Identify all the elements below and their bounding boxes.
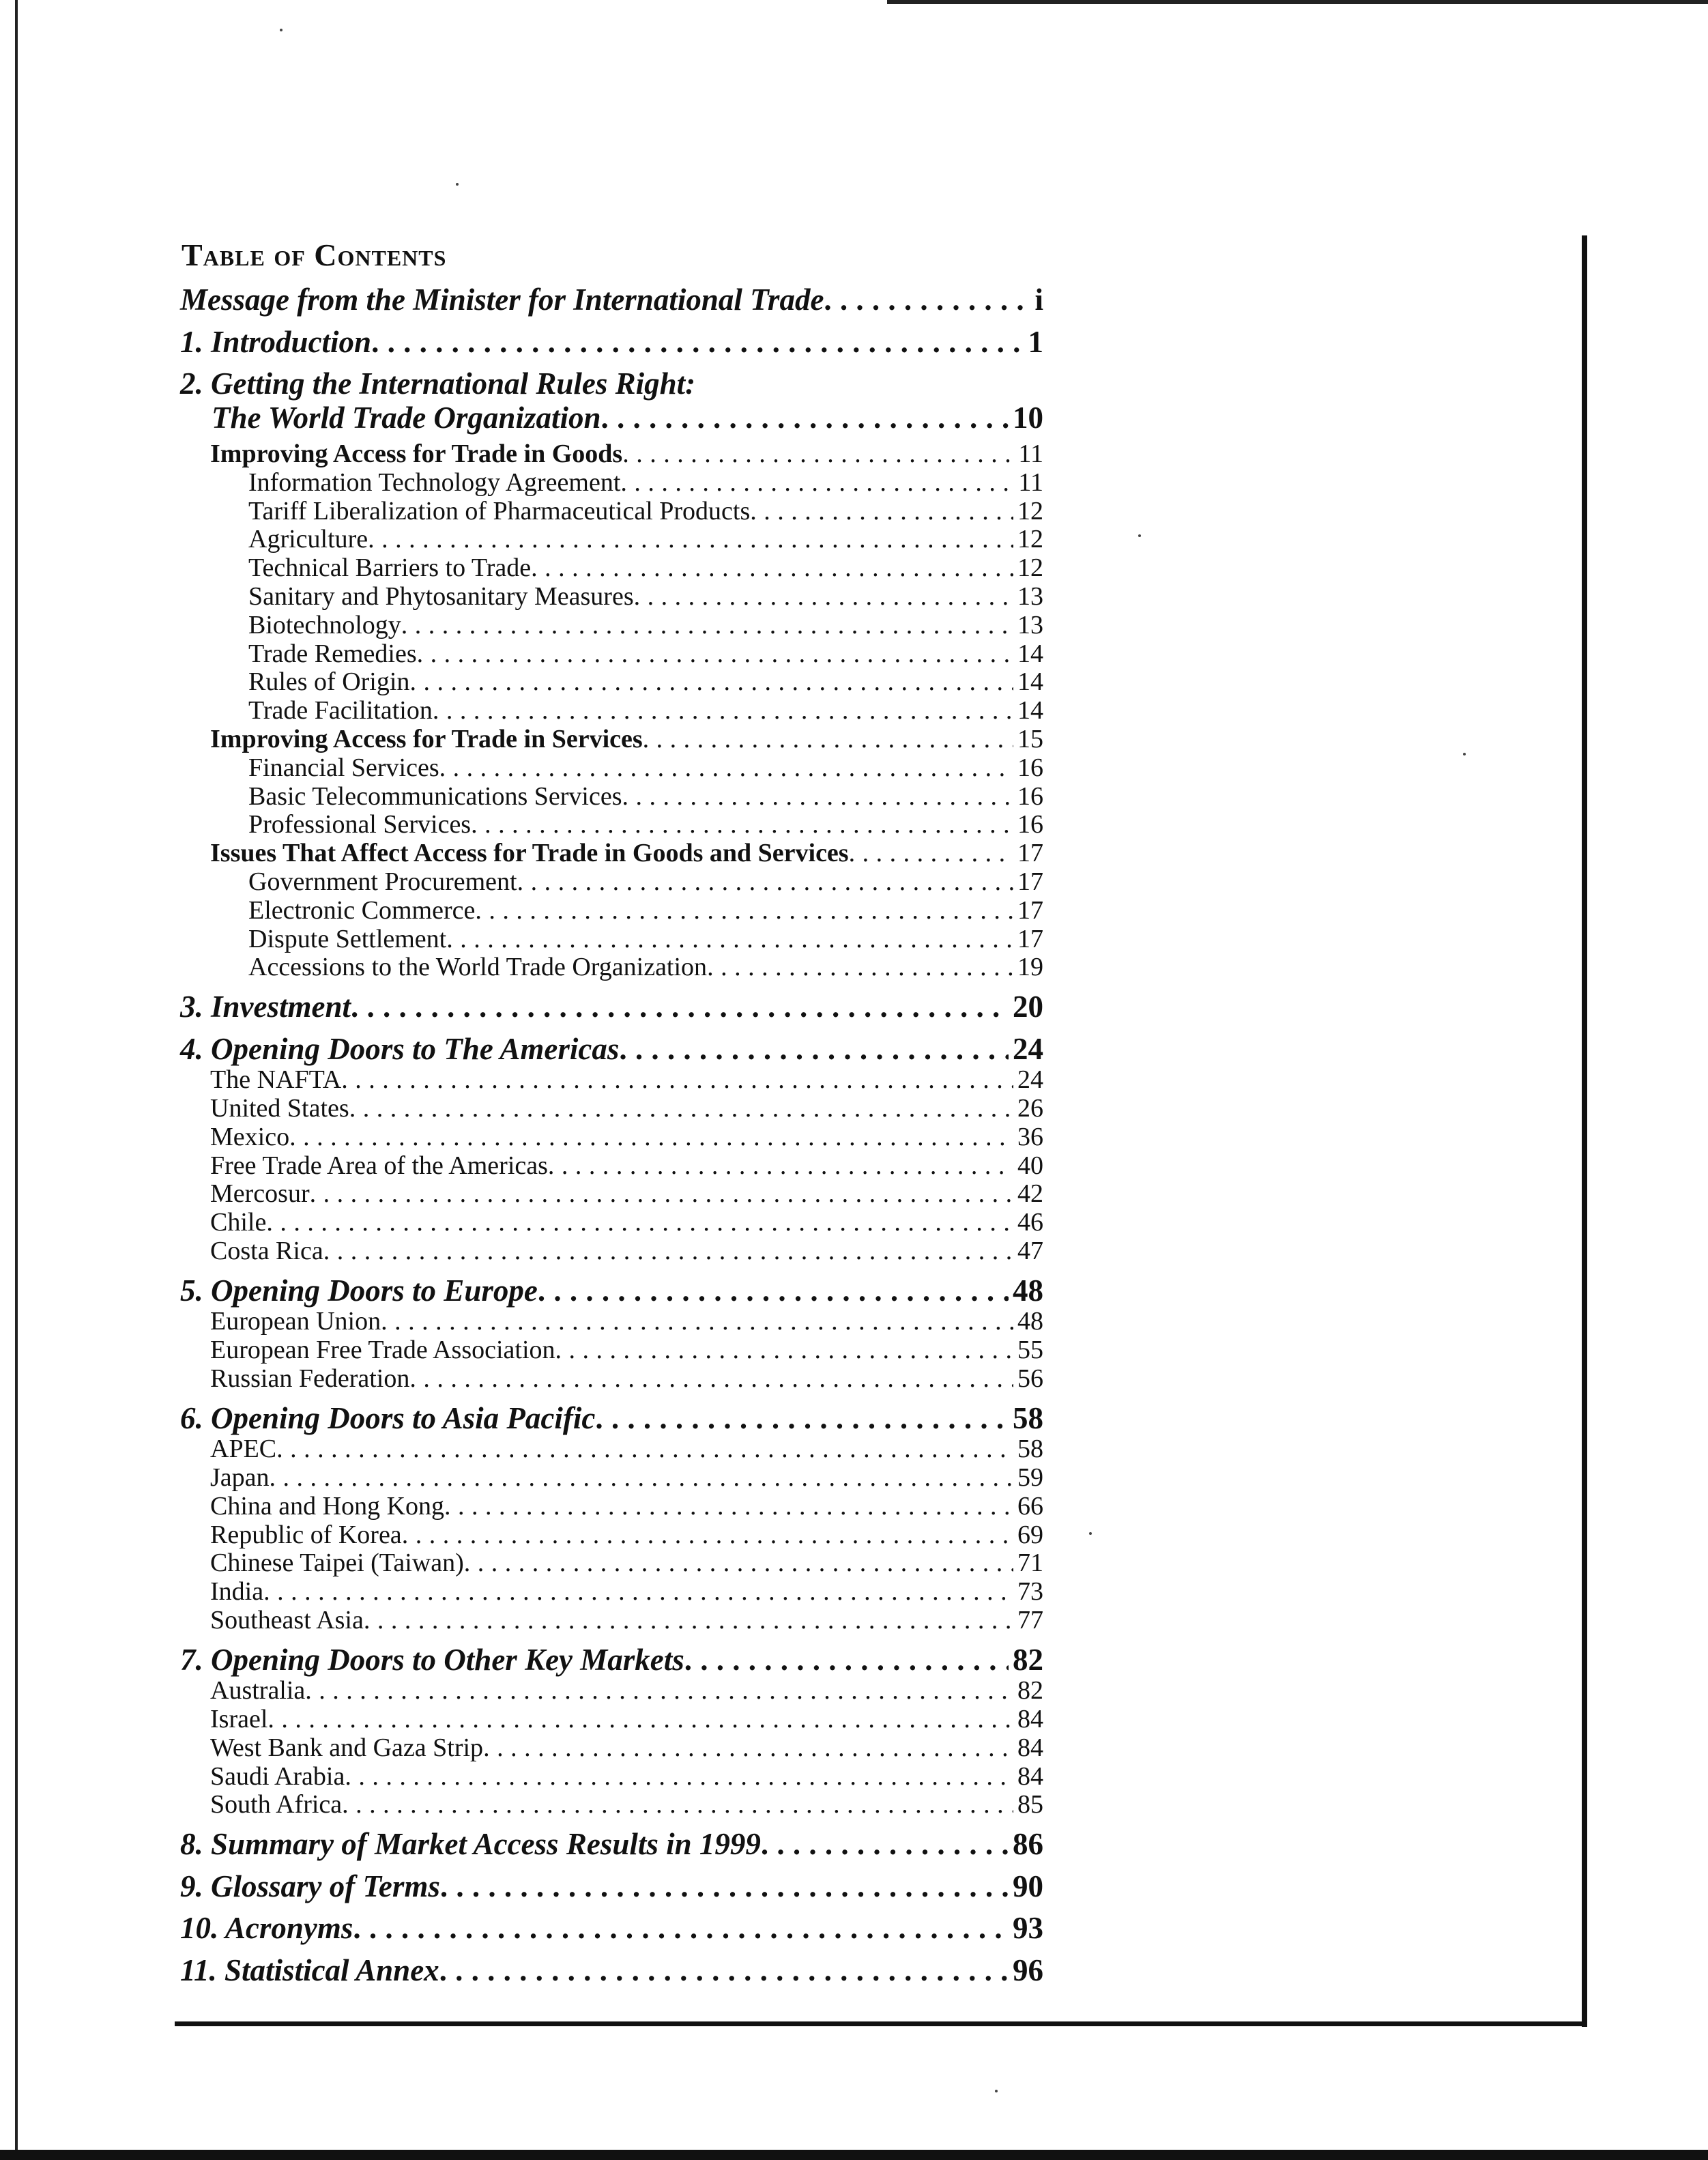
toc-entry-united-states[interactable] (180, 1095, 1043, 1123)
dot-leader (342, 1791, 1013, 1819)
toc-entry-page: 17 (1017, 839, 1043, 868)
toc-entry-label: Sanitary and Phytosanitary Measures (248, 581, 634, 611)
toc-entry-page: 13 (1017, 581, 1043, 611)
toc-entry-page: 73 (1017, 1577, 1043, 1607)
dot-leader (824, 283, 1030, 317)
toc-entry-nafta[interactable] (180, 1066, 1043, 1095)
toc-entry-label: Issues That Affect Access for Trade in Goods and Services (210, 839, 849, 868)
toc-entry-financial-services[interactable] (180, 754, 1043, 783)
toc-entry-japan[interactable] (180, 1464, 1043, 1493)
toc-entry-label: Russian Federation (210, 1364, 410, 1393)
toc-entry-label: 5. Opening Doors to Europe (180, 1273, 538, 1308)
dot-leader (643, 725, 1013, 754)
toc-entry-telecommunications[interactable] (180, 783, 1043, 811)
toc-entry-apec[interactable] (180, 1435, 1043, 1464)
toc-entry-page: 77 (1017, 1605, 1043, 1635)
dot-leader (517, 868, 1013, 897)
dot-leader (351, 990, 1009, 1024)
toc-entry-label: European Free Trade Association (210, 1336, 555, 1365)
dot-leader (531, 554, 1013, 583)
dot-leader (368, 525, 1013, 554)
dot-leader (276, 1435, 1013, 1464)
toc-entry-label: Professional Services (248, 810, 472, 839)
toc-entry-professional-services[interactable] (180, 811, 1043, 839)
toc-entry-page: 1 (1028, 324, 1043, 359)
toc-entry-label: Chile (210, 1208, 267, 1237)
toc-entry-page: 10 (1013, 400, 1043, 435)
toc-entry-label: Electronic Commerce (248, 895, 476, 925)
dot-leader (364, 1607, 1013, 1635)
toc-entry-label: Mexico (210, 1122, 290, 1151)
toc-entry-introduction[interactable] (180, 326, 1043, 360)
toc-entry-ftaa[interactable] (180, 1152, 1043, 1181)
toc-entry-label: 3. Investment (180, 990, 351, 1024)
toc-entry-india[interactable] (180, 1578, 1043, 1607)
dot-leader (267, 1705, 1013, 1734)
toc-entry-page: 90 (1013, 1869, 1043, 1903)
dot-leader (750, 498, 1013, 526)
toc-entry-page: 17 (1017, 895, 1043, 925)
toc-entry-page: 11 (1018, 440, 1043, 468)
toc-entry-page: 42 (1017, 1179, 1043, 1209)
dot-leader (310, 1180, 1013, 1209)
toc-entry-page: 55 (1017, 1336, 1043, 1365)
toc-entry-page: 85 (1017, 1790, 1043, 1819)
dot-leader (409, 1365, 1013, 1394)
toc-entry-label: 8. Summary of Market Access Results in 1999 (180, 1827, 761, 1862)
toc-entry-page: 58 (1013, 1400, 1043, 1435)
toc-entry-page: 17 (1017, 867, 1043, 896)
dot-leader (471, 811, 1013, 839)
toc-entry-americas[interactable] (180, 1033, 1043, 1067)
toc-entry-biotechnology[interactable] (180, 611, 1043, 640)
toc-entry-agriculture[interactable] (180, 525, 1043, 554)
frame-rule-right (1582, 235, 1587, 2027)
toc-entry-label: 1. Introduction (180, 324, 372, 359)
dot-leader (266, 1209, 1013, 1237)
table-of-contents (180, 283, 1043, 1987)
toc-entry-page: 11 (1018, 467, 1043, 497)
dot-leader (345, 1763, 1013, 1791)
toc-entry-page: 12 (1017, 496, 1043, 525)
scan-speck (1138, 534, 1141, 537)
toc-entry-label: Trade Remedies (248, 639, 417, 668)
dot-leader (475, 897, 1013, 925)
toc-entry-mercosur[interactable] (180, 1180, 1043, 1209)
toc-entry-label: Basic Telecommunications Services (248, 781, 622, 811)
toc-entry-page: 58 (1017, 1435, 1043, 1464)
toc-entry-page: 69 (1017, 1520, 1043, 1549)
toc-entry-rules-of-origin[interactable] (180, 668, 1043, 697)
toc-entry-chile[interactable] (180, 1209, 1043, 1237)
toc-entry-label: Southeast Asia (210, 1605, 364, 1635)
dot-leader (555, 1336, 1013, 1365)
toc-entry-page: 14 (1017, 667, 1043, 697)
frame-rule-bottom (175, 2021, 1587, 2026)
toc-entry-label: United States (210, 1093, 349, 1123)
toc-entry-trade-in-goods[interactable] (180, 440, 1043, 469)
dot-leader (440, 1870, 1009, 1904)
toc-entry-saudi-arabia[interactable] (180, 1763, 1043, 1791)
toc-entry-label: Improving Access for Trade in Goods (210, 440, 623, 468)
toc-entry-south-africa[interactable] (180, 1791, 1043, 1819)
toc-entry-label: 11. Statistical Annex (180, 1953, 439, 1987)
toc-entry-mexico[interactable] (180, 1123, 1043, 1152)
scan-speck (280, 29, 283, 31)
dot-leader (446, 925, 1013, 954)
toc-entry-page: 82 (1017, 1676, 1043, 1705)
toc-entry-israel[interactable] (180, 1705, 1043, 1734)
dot-leader (323, 1237, 1013, 1266)
dot-leader (548, 1152, 1013, 1181)
toc-entry-acronyms[interactable] (180, 1912, 1043, 1946)
dot-leader (538, 1274, 1009, 1308)
scan-speck (995, 2090, 998, 2092)
toc-entry-label: 6. Opening Doors to Asia Pacific (180, 1400, 596, 1435)
dot-leader (849, 839, 1013, 868)
toc-entry-label: Agriculture (248, 525, 368, 554)
toc-entry-page: 86 (1013, 1827, 1043, 1862)
dot-leader (761, 1828, 1009, 1862)
toc-entry-market-access-summary[interactable] (180, 1828, 1043, 1862)
toc-entry-label: Israel (210, 1704, 268, 1733)
dot-leader (483, 1734, 1013, 1763)
toc-entry-government-procurement[interactable] (180, 868, 1043, 897)
toc-entry-goods-and-services-issues[interactable] (180, 839, 1043, 868)
dot-leader (622, 783, 1014, 811)
dot-leader (439, 1954, 1009, 1988)
toc-entry-page: 14 (1017, 639, 1043, 668)
toc-entry-page: 84 (1017, 1704, 1043, 1733)
toc-entry-page: 17 (1017, 924, 1043, 953)
toc-entry-efta[interactable] (180, 1336, 1043, 1365)
dot-leader (263, 1578, 1013, 1607)
toc-entry-label: Information Technology Agreement (248, 467, 621, 497)
toc-entry-page: 82 (1013, 1642, 1043, 1677)
toc-entry-page: i (1034, 283, 1043, 317)
toc-entry-trade-in-services[interactable] (180, 725, 1043, 754)
toc-entry-label: Rules of Origin (248, 667, 410, 697)
toc-entry-page: 47 (1017, 1236, 1043, 1265)
toc-entry-korea[interactable] (180, 1521, 1043, 1550)
dot-leader (371, 326, 1024, 360)
toc-entry-southeast-asia[interactable] (180, 1607, 1043, 1635)
toc-entry-other-key-markets[interactable] (180, 1643, 1043, 1677)
toc-entry-page: 66 (1017, 1491, 1043, 1521)
toc-entry-dispute-settlement[interactable] (180, 925, 1043, 954)
dot-leader (619, 1033, 1009, 1067)
scan-edge-left (15, 0, 18, 2160)
toc-entry-trade-facilitation[interactable] (180, 697, 1043, 725)
toc-entry-page: 84 (1017, 1733, 1043, 1762)
dot-leader (409, 668, 1013, 697)
scan-speck (456, 183, 459, 186)
toc-entry-page: 24 (1013, 1031, 1043, 1066)
toc-entry-page: 71 (1017, 1549, 1043, 1578)
dot-leader (270, 1464, 1013, 1493)
toc-entry-china-hong-kong[interactable] (180, 1493, 1043, 1521)
toc-entry-trade-remedies[interactable] (180, 640, 1043, 669)
toc-entry-tariff-liberalization[interactable] (180, 498, 1043, 526)
toc-entry-page: 14 (1017, 696, 1043, 725)
toc-entry-chinese-taipei[interactable] (180, 1549, 1043, 1578)
toc-entry-page: 46 (1017, 1208, 1043, 1237)
dot-leader (595, 1402, 1009, 1436)
toc-entry-page: 48 (1017, 1307, 1043, 1336)
toc-entry-label: The NAFTA (210, 1065, 342, 1095)
toc-entry-page: 59 (1017, 1463, 1043, 1492)
toc-entry-label: Government Procurement (248, 867, 517, 896)
toc-entry-page: 19 (1017, 953, 1043, 982)
page-title: Table of Contents (182, 237, 447, 272)
dot-leader (353, 1912, 1009, 1946)
toc-entry-label: Japan (210, 1463, 270, 1492)
toc-entry-label: Trade Facilitation (248, 696, 433, 725)
dot-leader (464, 1549, 1013, 1578)
toc-entry-message-from-minister[interactable] (180, 283, 1043, 317)
dot-leader (402, 1521, 1013, 1550)
toc-entry-label: India (210, 1577, 264, 1607)
toc-entry-label: Costa Rica (210, 1236, 323, 1265)
toc-entry-technical-barriers[interactable] (180, 554, 1043, 583)
toc-entry-page: 16 (1017, 753, 1043, 782)
dot-leader (601, 401, 1009, 435)
toc-entry-page: 12 (1017, 525, 1043, 554)
toc-entry-page: 96 (1013, 1953, 1043, 1987)
toc-entry-label: Improving Access for Trade in Services (210, 724, 643, 753)
toc-entry-west-bank-gaza[interactable] (180, 1734, 1043, 1763)
toc-entry-label: 2. Getting the International Rules Right: (180, 366, 696, 401)
toc-entry-label: 9. Glossary of Terms (180, 1869, 440, 1903)
toc-entry-page: 12 (1017, 553, 1043, 583)
toc-entry-label: Technical Barriers to Trade (248, 553, 532, 583)
toc-entry-page: 15 (1017, 724, 1043, 753)
toc-entry-label: Biotechnology (248, 610, 401, 639)
toc-entry-investment[interactable] (180, 990, 1043, 1024)
toc-entry-label: Saudi Arabia (210, 1761, 345, 1791)
dot-leader (341, 1066, 1013, 1095)
dot-leader (433, 697, 1013, 725)
dot-leader (634, 583, 1013, 611)
toc-entry-page: 16 (1017, 810, 1043, 839)
toc-entry-page: 16 (1017, 781, 1043, 811)
toc-entry-glossary[interactable] (180, 1870, 1043, 1904)
toc-entry-label: APEC (210, 1435, 277, 1464)
dot-leader (305, 1677, 1013, 1705)
toc-entry-european-union[interactable] (180, 1308, 1043, 1336)
scan-speck (1463, 753, 1466, 755)
dot-leader (439, 754, 1013, 783)
toc-entry-page: 93 (1013, 1911, 1043, 1946)
toc-entry-label: 7. Opening Doors to Other Key Markets (180, 1642, 684, 1677)
toc-entry-electronic-commerce[interactable] (180, 897, 1043, 925)
toc-entry-label: South Africa (210, 1790, 343, 1819)
toc-entry-page: 20 (1013, 990, 1043, 1024)
dot-leader (622, 440, 1014, 469)
scan-edge-top (887, 0, 1708, 4)
dot-leader (620, 469, 1014, 498)
toc-entry-europe[interactable] (180, 1274, 1043, 1308)
toc-entry-costa-rica[interactable] (180, 1237, 1043, 1266)
dot-leader (349, 1095, 1013, 1123)
toc-entry-rules-line-1[interactable] (180, 367, 1043, 401)
dot-leader (289, 1123, 1013, 1152)
dot-leader (684, 1643, 1009, 1677)
toc-entry-label: Chinese Taipei (Taiwan) (210, 1549, 464, 1578)
toc-entry-russian-federation[interactable] (180, 1365, 1043, 1394)
toc-entry-label: China and Hong Kong (210, 1491, 445, 1521)
toc-entry-asia-pacific[interactable] (180, 1402, 1043, 1436)
toc-entry-label: European Union (210, 1307, 381, 1336)
scan-speck (1089, 1532, 1092, 1535)
toc-entry-label: 4. Opening Doors to The Americas (180, 1031, 620, 1066)
dot-leader (707, 953, 1013, 982)
toc-entry-label: Accessions to the World Trade Organization (248, 953, 708, 982)
toc-entry-page: 24 (1017, 1065, 1043, 1095)
toc-entry-statistical-annex[interactable] (180, 1954, 1043, 1988)
dot-leader (444, 1493, 1013, 1521)
toc-entry-page: 84 (1017, 1761, 1043, 1791)
toc-entry-label: The World Trade Organization (212, 400, 601, 435)
dot-leader (401, 611, 1013, 640)
toc-entry-page: 36 (1017, 1122, 1043, 1151)
toc-entry-ita[interactable] (180, 469, 1043, 498)
toc-entry-label: Republic of Korea (210, 1520, 402, 1549)
toc-entry-wto-accessions[interactable] (180, 953, 1043, 982)
toc-entry-page: 40 (1017, 1151, 1043, 1180)
toc-entry-label: Free Trade Area of the Americas (210, 1151, 548, 1180)
dot-leader (417, 640, 1013, 669)
toc-entry-label: 10. Acronyms (180, 1911, 353, 1946)
toc-entry-sanitary-measures[interactable] (180, 583, 1043, 611)
toc-entry-label: Dispute Settlement (248, 924, 447, 953)
toc-entry-label: Message from the Minister for International Trade (180, 283, 824, 317)
toc-entry-page: 48 (1013, 1273, 1043, 1308)
toc-entry-label: Mercosur (210, 1179, 310, 1209)
toc-entry-label: Australia (210, 1676, 306, 1705)
toc-entry-label: Financial Services (248, 753, 439, 782)
toc-entry-page: 26 (1017, 1093, 1043, 1123)
dot-leader (381, 1308, 1013, 1336)
toc-entry-label: West Bank and Gaza Strip (210, 1733, 484, 1762)
scan-edge-bottom (0, 2150, 1708, 2160)
toc-entry-page: 56 (1017, 1364, 1043, 1393)
toc-entry-world-trade-organization[interactable] (180, 401, 1043, 435)
toc-entry-australia[interactable] (180, 1677, 1043, 1705)
toc-entry-page: 13 (1017, 610, 1043, 639)
toc-entry-label: Tariff Liberalization of Pharmaceutical Products (248, 496, 751, 525)
